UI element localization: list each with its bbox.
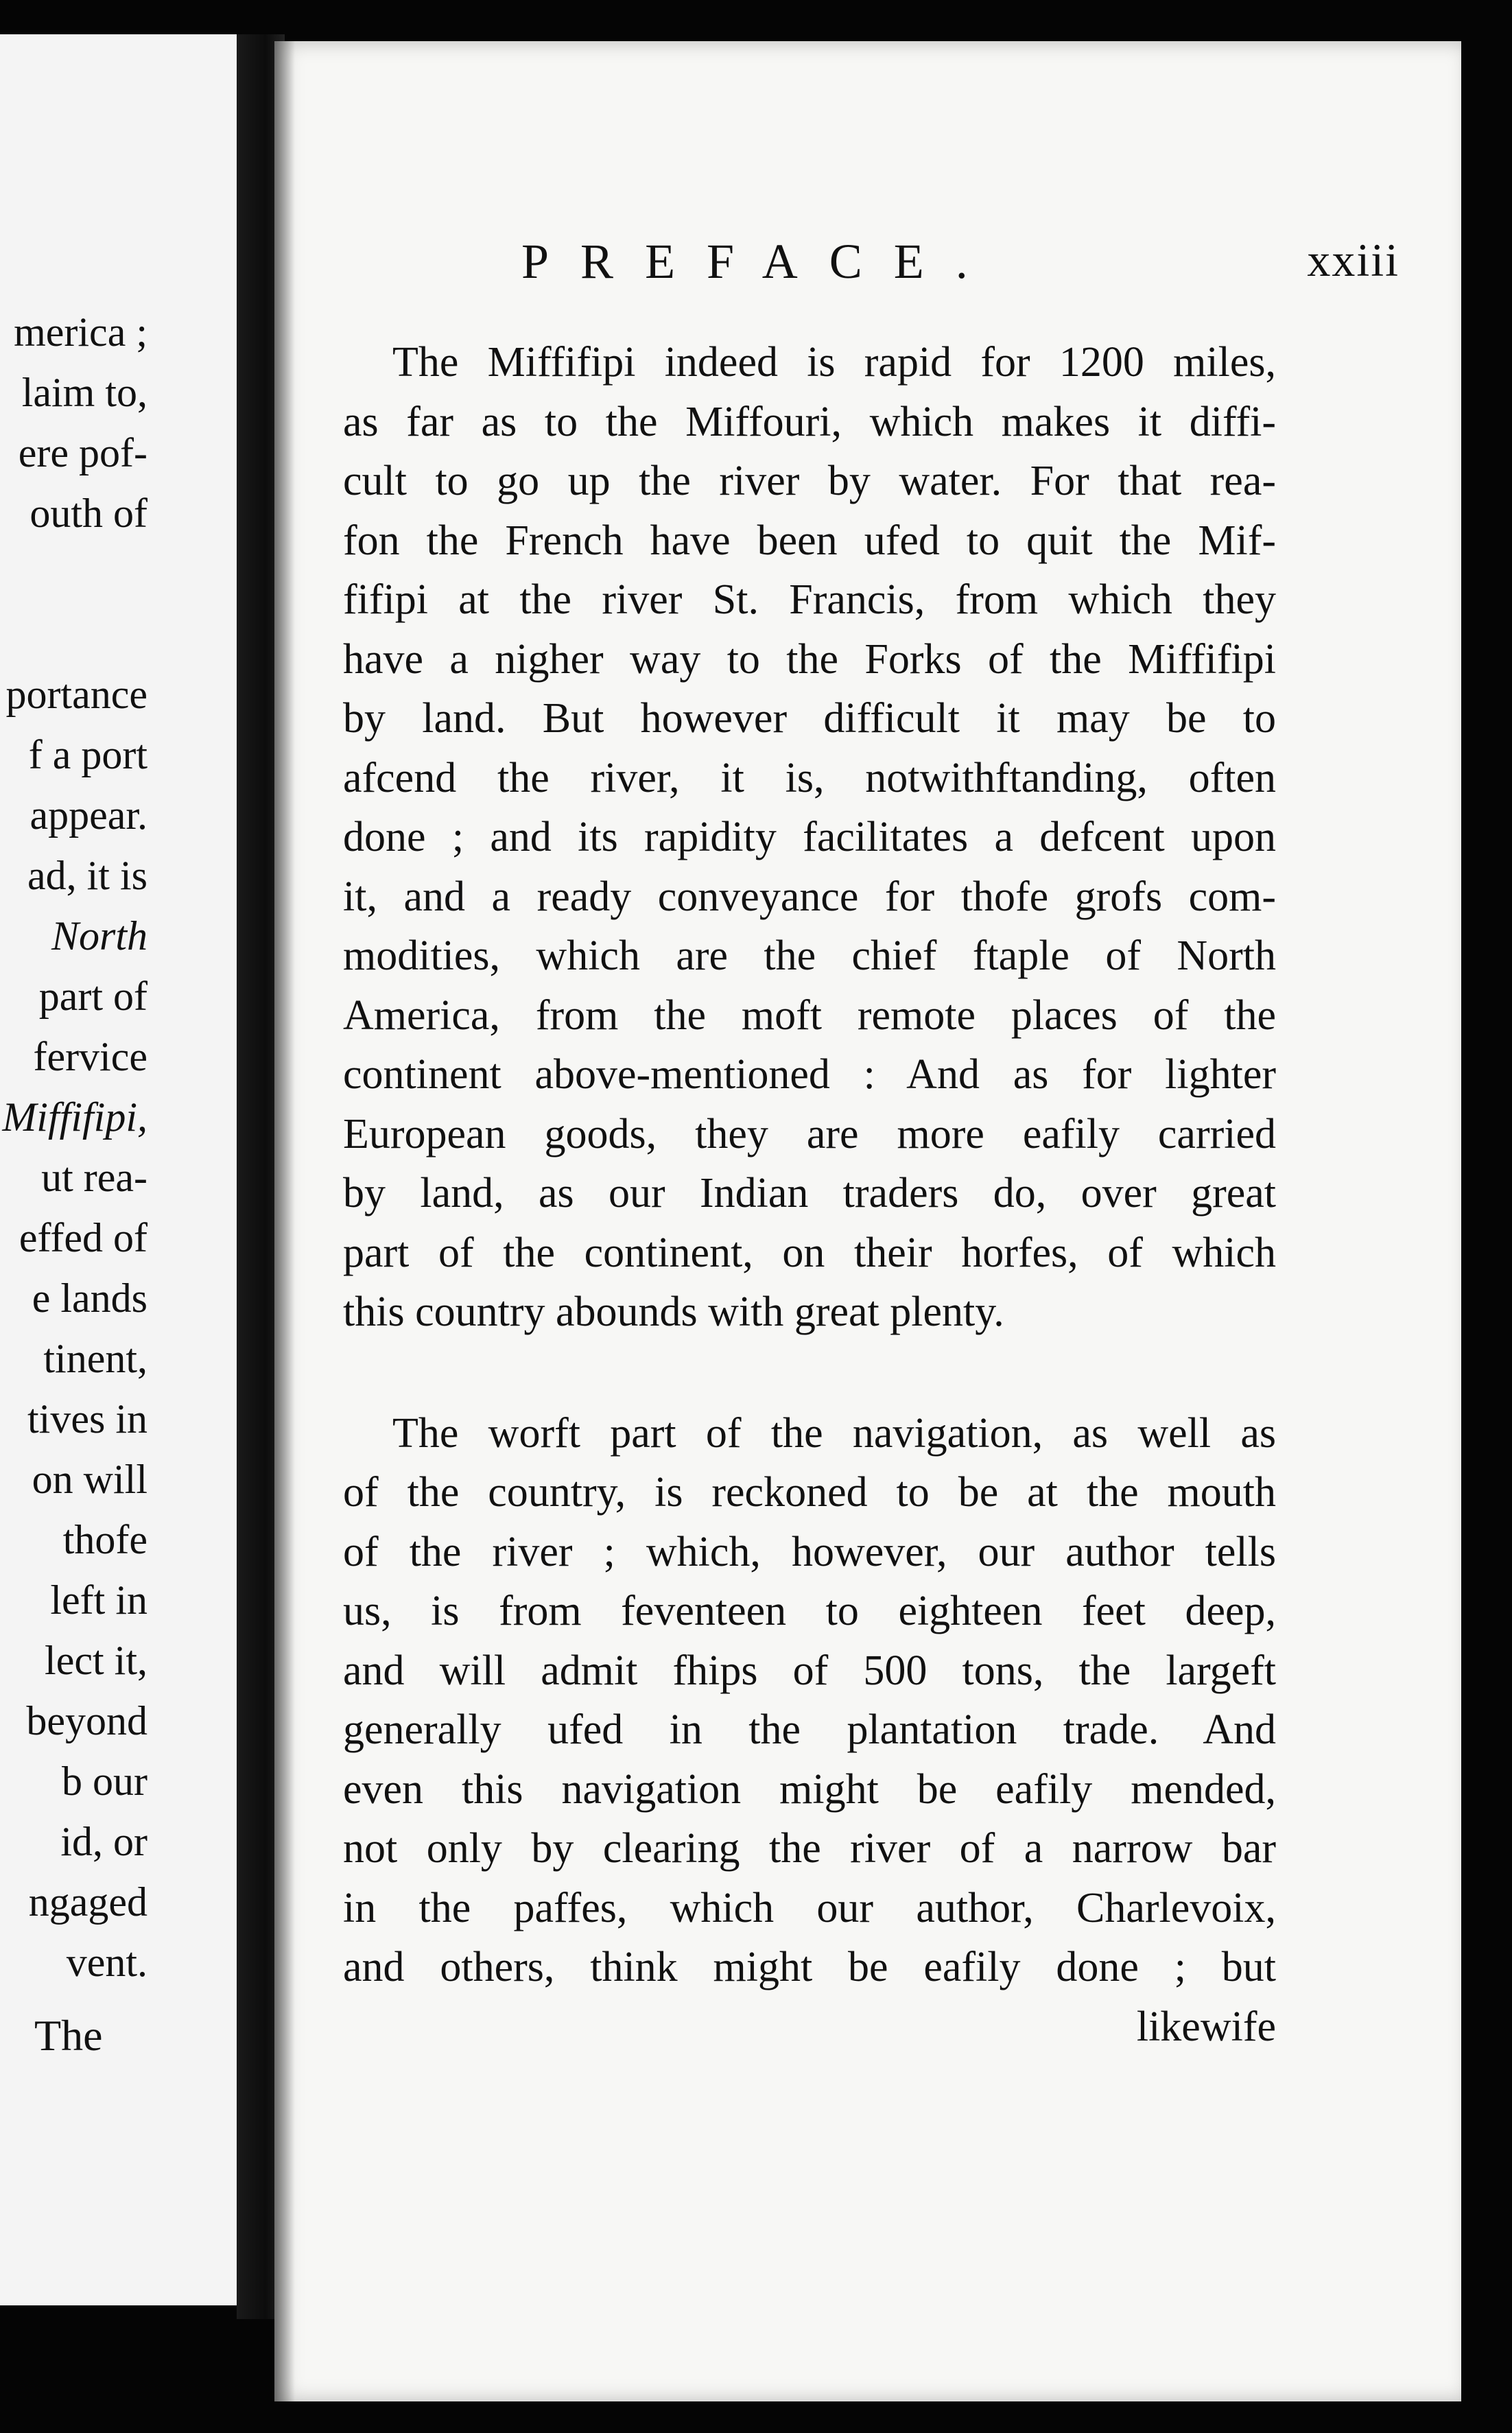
facing-line: part of	[38, 974, 147, 1019]
facing-page-left	[0, 34, 237, 2305]
facing-line: lect it,	[45, 1638, 147, 1683]
text-line: have a nigher way to the Forks of the Miffifipi	[343, 635, 1276, 683]
text-line: of the country, is reckoned to be at the mouth	[343, 1469, 1276, 1516]
page-number: xxiii	[1307, 234, 1399, 286]
facing-page-catchword: The	[34, 2011, 103, 2060]
text-line: cult to go up the river by water. For that rea-	[343, 458, 1276, 504]
text-line: The worft part of the navigation, as well as	[392, 1409, 1276, 1457]
facing-page-text	[0, 302, 147, 1993]
facing-line: portance	[5, 672, 147, 717]
facing-line: tives in	[27, 1396, 147, 1442]
text-line: and others, think might be eafily done ; but	[343, 1944, 1276, 1990]
text-line: this country abounds with great plenty.	[343, 1289, 1004, 1335]
facing-line: b our	[62, 1759, 147, 1804]
text-line: in the paffes, which our author, Charlevoix,	[343, 1884, 1276, 1931]
facing-line: left in	[50, 1577, 147, 1623]
text-line: by land. But however difficult it may be to	[343, 695, 1276, 742]
facing-line: ad, it is	[27, 853, 147, 898]
text-line: fifipi at the river St. Francis, from which they	[343, 576, 1276, 623]
facing-line: ere pof-	[18, 430, 147, 475]
text-line: continent above-mentioned : And as for lighter	[343, 1051, 1276, 1098]
text-line: it, and a ready conveyance for thofe grofs com-	[343, 873, 1276, 920]
facing-line: f a port	[28, 732, 147, 777]
spine-shadow	[274, 41, 295, 2401]
facing-line: vent.	[66, 1940, 147, 1985]
text-line: not only by clearing the river of a narrow bar	[343, 1825, 1276, 1872]
text-line: even this navigation might be eafily mended,	[343, 1765, 1276, 1813]
paragraph-gap	[343, 1342, 1276, 1404]
facing-line: Miffifipi,	[2, 1094, 147, 1140]
text-line: and will admit fhips of 500 tons, the largeft	[343, 1647, 1276, 1694]
text-line: afcend the river, it is, notwithftanding, often	[343, 754, 1276, 801]
text-line: part of the continent, on their horfes, of which	[343, 1229, 1276, 1276]
text-line: us, is from feventeen to eighteen feet deep,	[343, 1588, 1276, 1634]
catchword: likewife	[1136, 2003, 1276, 2050]
facing-line: ngaged	[28, 1879, 147, 1925]
book-page	[274, 41, 1461, 2401]
text-line: of the river ; which, however, our author tells	[343, 1528, 1276, 1575]
facing-line	[0, 543, 147, 604]
paragraph	[343, 1404, 1276, 1997]
running-title: PREFACE.	[521, 234, 1000, 289]
facing-line: fervice	[33, 1034, 147, 1079]
facing-line: tinent,	[43, 1336, 147, 1381]
text-line: by land, as our Indian traders do, over great	[343, 1170, 1276, 1216]
facing-line: on will	[32, 1457, 147, 1502]
facing-line: effed of	[19, 1215, 147, 1260]
facing-line: e lands	[32, 1276, 147, 1321]
facing-line: outh of	[29, 491, 147, 536]
facing-line: merica ;	[14, 309, 147, 355]
paragraph	[343, 333, 1276, 1342]
facing-line: id, or	[60, 1819, 147, 1864]
running-header	[521, 233, 1427, 309]
text-line: European goods, they are more eafily carried	[343, 1110, 1276, 1157]
facing-line: appear.	[29, 792, 147, 838]
text-line: The Miffifipi indeed is rapid for 1200 miles,	[392, 339, 1276, 386]
facing-line	[0, 604, 147, 664]
facing-line: ut rea-	[41, 1155, 147, 1200]
text-line: fon the French have been ufed to quit the Mif-	[343, 517, 1276, 564]
text-line: America, from the moft remote places of the	[343, 991, 1276, 1039]
body-text	[343, 333, 1276, 2056]
text-line: modities, which are the chief ftaple of North	[343, 932, 1276, 979]
facing-line: laim to,	[21, 370, 147, 415]
text-line: as far as to the Miffouri, which makes it diffi-	[343, 398, 1276, 445]
facing-line: thofe	[62, 1517, 147, 1562]
facing-line: beyond	[26, 1698, 147, 1743]
text-line: generally ufed in the plantation trade. And	[343, 1706, 1276, 1753]
text-line: done ; and its rapidity facilitates a defcent upon	[343, 814, 1276, 860]
facing-line: North	[51, 913, 147, 959]
